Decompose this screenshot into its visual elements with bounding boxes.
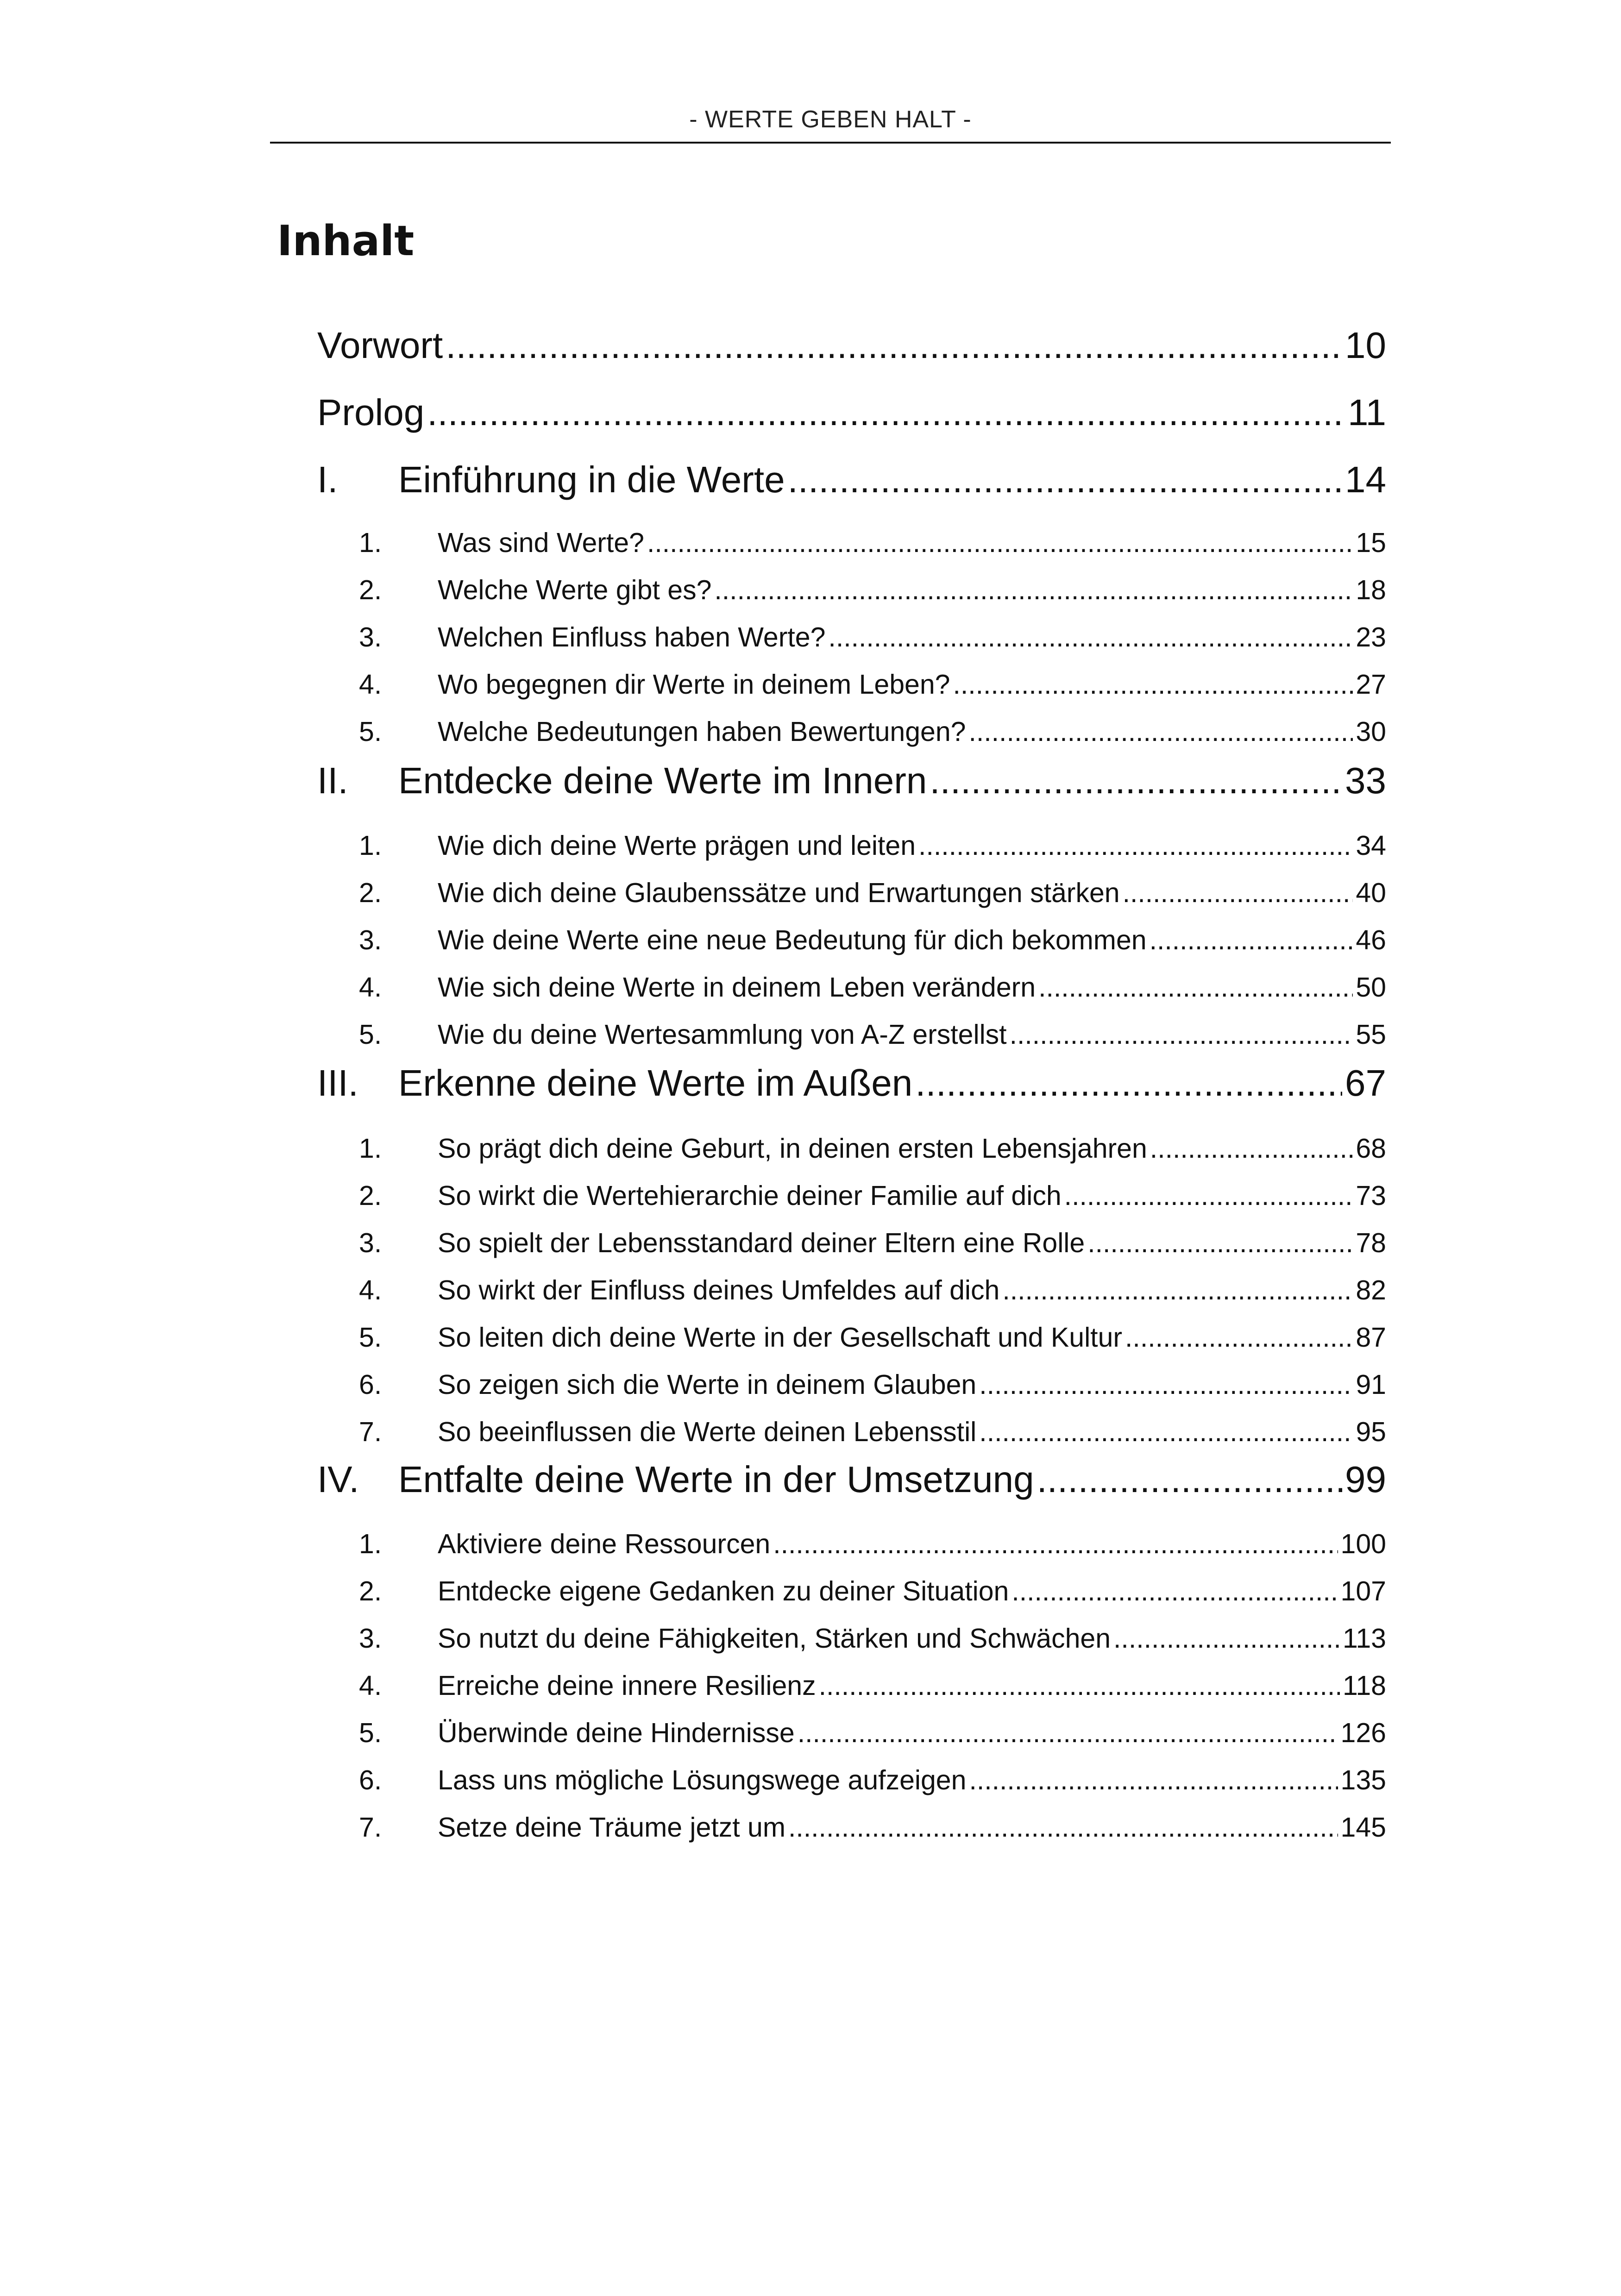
toc-entry-page-number: 30 <box>1356 716 1386 747</box>
toc-entry-page-number: 67 <box>1345 1062 1386 1104</box>
toc-entry-title: Welche Bedeutungen haben Bewertungen? <box>438 716 966 747</box>
running-header: - WERTE GEBEN HALT - <box>689 106 972 133</box>
toc-section-entry <box>317 924 1386 956</box>
toc-section-entry <box>317 1717 1386 1749</box>
toc-entry-title: Prolog <box>317 392 425 433</box>
toc-entry-number: 3. <box>359 1623 382 1654</box>
dot-leader <box>714 574 1353 606</box>
dot-leader <box>788 458 1342 501</box>
toc-entry-page-number: 50 <box>1356 972 1386 1003</box>
toc-entry-number: 1. <box>359 830 382 861</box>
header-rule <box>270 142 1391 144</box>
toc-entry-number: 4. <box>359 972 382 1003</box>
dot-leader <box>979 1416 1353 1448</box>
dot-leader <box>969 1764 1338 1796</box>
toc-entry-title: Entdecke eigene Gedanken zu deiner Situation <box>438 1576 1009 1606</box>
toc-entry-page-number: 118 <box>1342 1670 1386 1701</box>
toc-entry-title: Was sind Werte? <box>438 527 644 558</box>
toc-entry-title: Entdecke deine Werte im Innern <box>398 760 927 801</box>
toc-entry-number: 2. <box>359 878 382 908</box>
toc-entry-number: 6. <box>359 1369 382 1400</box>
toc-entry-number: 5. <box>359 716 382 747</box>
dot-leader <box>968 716 1353 747</box>
dot-leader <box>1012 1575 1338 1607</box>
toc-entry-title: Welchen Einfluss haben Werte? <box>438 622 826 652</box>
toc-entry-page-number: 27 <box>1356 669 1386 700</box>
toc-section-entry <box>317 972 1386 1003</box>
toc-entry-title: Überwinde deine Hindernisse <box>438 1718 795 1748</box>
toc-entry-page-number: 113 <box>1342 1623 1386 1654</box>
toc-entry-title: Erkenne deine Werte im Außen <box>398 1062 913 1104</box>
toc-entry-page-number: 100 <box>1340 1529 1386 1559</box>
toc-section-entry <box>317 621 1386 653</box>
toc-entry-number: III. <box>317 1062 358 1104</box>
dot-leader <box>446 324 1342 367</box>
toc-entry-page-number: 68 <box>1356 1133 1386 1164</box>
toc-section-entry <box>317 669 1386 700</box>
toc-entry-number: 3. <box>359 622 382 652</box>
toc-entry-title: So spielt der Lebensstandard deiner Eltern eine Rolle <box>438 1228 1085 1258</box>
toc-entry-number: 4. <box>359 669 382 700</box>
toc-chapter-entry <box>317 458 1386 501</box>
toc-entry-page-number: 14 <box>1345 459 1386 500</box>
toc-section-entry <box>317 1322 1386 1353</box>
toc-entry-number: 7. <box>359 1812 382 1843</box>
toc-entry-number: 2. <box>359 575 382 605</box>
toc-entry-page-number: 55 <box>1356 1019 1386 1050</box>
toc-entry-title: Vorwort <box>317 325 443 366</box>
toc-entry-title: So beeinflussen die Werte deinen Lebensstil <box>438 1417 977 1447</box>
toc-entry-title: Erreiche deine innere Resilienz <box>438 1670 816 1701</box>
toc-entry-page-number: 135 <box>1340 1765 1386 1795</box>
toc-entry-title: Wie dich deine Glaubenssätze und Erwartungen stärken <box>438 878 1120 908</box>
dot-leader <box>915 1062 1342 1104</box>
toc-entry-title: Wo begegnen dir Werte in deinem Leben? <box>438 669 950 700</box>
dot-leader <box>1002 1274 1353 1306</box>
dot-leader <box>427 391 1345 434</box>
dot-leader <box>647 527 1353 558</box>
toc-chapter-entry <box>317 759 1386 802</box>
toc-entry-page-number: 95 <box>1356 1417 1386 1447</box>
dot-leader <box>1010 1019 1353 1050</box>
toc-entry-number: 7. <box>359 1417 382 1447</box>
dot-leader <box>1087 1227 1353 1259</box>
toc-section-entry <box>317 1416 1386 1448</box>
toc-entry-number: 2. <box>359 1576 382 1606</box>
toc-entry-title: Aktiviere deine Ressourcen <box>438 1529 771 1559</box>
toc-entry-page-number: 15 <box>1356 527 1386 558</box>
toc-section-entry <box>317 1575 1386 1607</box>
toc-entry-number: 1. <box>359 1529 382 1559</box>
toc-entry-page-number: 99 <box>1345 1459 1386 1500</box>
toc-entry-title: Lass uns mögliche Lösungswege aufzeigen <box>438 1765 967 1795</box>
toc-entry-number: II. <box>317 760 348 801</box>
toc-entry-title: Einführung in die Werte <box>398 459 785 500</box>
toc-entry-page-number: 126 <box>1340 1718 1386 1748</box>
toc-entry-number: 6. <box>359 1765 382 1795</box>
toc-entry-page-number: 82 <box>1356 1275 1386 1305</box>
dot-leader <box>828 621 1353 653</box>
toc-entry-number: IV. <box>317 1459 359 1500</box>
toc-section-entry <box>317 1019 1386 1050</box>
dot-leader <box>1113 1623 1340 1654</box>
dot-leader <box>1064 1180 1353 1211</box>
dot-leader <box>930 759 1342 802</box>
dot-leader <box>819 1670 1340 1701</box>
toc-entry-page-number: 11 <box>1347 392 1386 433</box>
toc-entry-number: 5. <box>359 1322 382 1353</box>
toc-entry-page-number: 78 <box>1356 1228 1386 1258</box>
toc-entry-number: 4. <box>359 1275 382 1305</box>
toc-section-entry <box>317 716 1386 747</box>
toc-chapter-entry <box>317 1458 1386 1501</box>
toc-entry-page-number: 23 <box>1356 622 1386 652</box>
toc-entry-page-number: 10 <box>1345 325 1386 366</box>
dot-leader <box>788 1812 1338 1843</box>
toc-entry-number: 1. <box>359 527 382 558</box>
toc-section-entry <box>317 830 1386 861</box>
toc-section-entry <box>317 527 1386 558</box>
dot-leader <box>1125 1322 1353 1353</box>
toc-entry-title: So prägt dich deine Geburt, in deinen ersten Lebensjahren <box>438 1133 1147 1164</box>
toc-entry-title: Wie deine Werte eine neue Bedeutung für dich bekommen <box>438 925 1147 955</box>
toc-entry-title: Welche Werte gibt es? <box>438 575 712 605</box>
toc-entry-number: 2. <box>359 1180 382 1211</box>
toc-entry-page-number: 87 <box>1356 1322 1386 1353</box>
toc-entry-page-number: 107 <box>1340 1576 1386 1606</box>
dot-leader <box>918 830 1353 861</box>
toc-section-entry <box>317 1670 1386 1701</box>
toc-chapter-entry <box>317 391 1386 434</box>
toc-entry-page-number: 145 <box>1340 1812 1386 1843</box>
toc-entry-title: So leiten dich deine Werte in der Gesellschaft und Kultur <box>438 1322 1123 1353</box>
toc-entry-number: 3. <box>359 925 382 955</box>
toc-section-entry <box>317 1133 1386 1164</box>
dot-leader <box>979 1369 1353 1400</box>
toc-section-entry <box>317 877 1386 909</box>
dot-leader <box>1037 1458 1342 1501</box>
toc-entry-page-number: 34 <box>1356 830 1386 861</box>
toc-chapter-entry <box>317 324 1386 367</box>
toc-entry-number: 4. <box>359 1670 382 1701</box>
toc-title: Inhalt <box>277 217 415 265</box>
toc-section-entry <box>317 1812 1386 1843</box>
toc-entry-title: Setze deine Träume jetzt um <box>438 1812 785 1843</box>
toc-entry-title: Wie sich deine Werte in deinem Leben verändern <box>438 972 1036 1003</box>
toc-entry-page-number: 46 <box>1356 925 1386 955</box>
toc-entry-number: 1. <box>359 1133 382 1164</box>
toc-section-entry <box>317 1528 1386 1560</box>
toc-entry-page-number: 73 <box>1356 1180 1386 1211</box>
toc-section-entry <box>317 574 1386 606</box>
toc-entry-page-number: 18 <box>1356 575 1386 605</box>
toc-entry-title: Entfalte deine Werte in der Umsetzung <box>398 1459 1034 1500</box>
toc-entry-number: 5. <box>359 1019 382 1050</box>
toc-section-entry <box>317 1764 1386 1796</box>
toc-entry-number: I. <box>317 459 338 500</box>
toc-entry-title: So wirkt der Einfluss deines Umfeldes auf dich <box>438 1275 1000 1305</box>
toc-section-entry <box>317 1369 1386 1400</box>
dot-leader <box>1150 924 1353 956</box>
toc-section-entry <box>317 1227 1386 1259</box>
toc-section-entry <box>317 1623 1386 1654</box>
dot-leader <box>798 1717 1338 1749</box>
toc-entry-title: So zeigen sich die Werte in deinem Glauben <box>438 1369 977 1400</box>
toc-entry-title: Wie du deine Wertesammlung von A-Z erstellst <box>438 1019 1007 1050</box>
toc-chapter-entry <box>317 1062 1386 1104</box>
toc-entry-title: So nutzt du deine Fähigkeiten, Stärken und Schwächen <box>438 1623 1111 1654</box>
dot-leader <box>1150 1133 1353 1164</box>
toc-entry-page-number: 40 <box>1356 878 1386 908</box>
dot-leader <box>1038 972 1353 1003</box>
toc-entry-number: 5. <box>359 1718 382 1748</box>
dot-leader <box>1123 877 1353 909</box>
toc-entry-title: Wie dich deine Werte prägen und leiten <box>438 830 916 861</box>
toc-entry-number: 3. <box>359 1228 382 1258</box>
toc-section-entry <box>317 1274 1386 1306</box>
toc-section-entry <box>317 1180 1386 1211</box>
toc-entry-page-number: 33 <box>1345 760 1386 801</box>
dot-leader <box>953 669 1353 700</box>
toc-entry-page-number: 91 <box>1356 1369 1386 1400</box>
dot-leader <box>773 1528 1338 1560</box>
toc-entry-title: So wirkt die Wertehierarchie deiner Familie auf dich <box>438 1180 1062 1211</box>
